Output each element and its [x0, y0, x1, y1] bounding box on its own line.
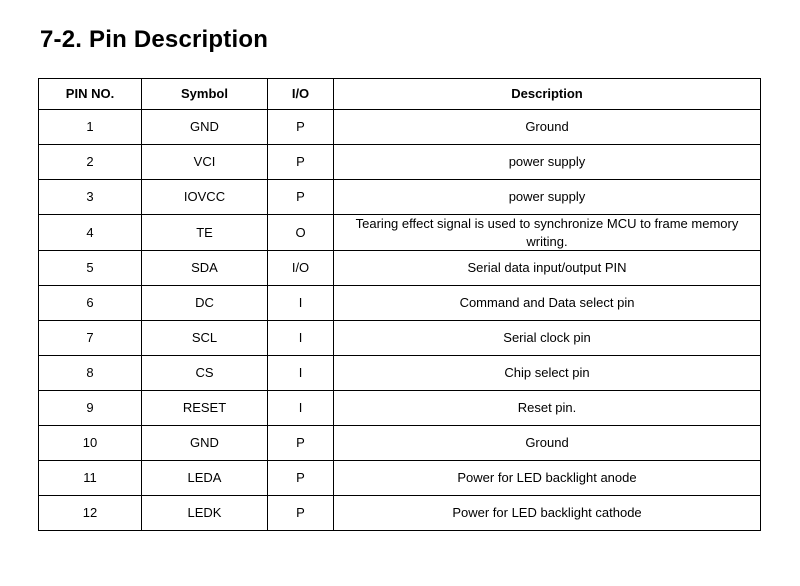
cell-description: power supply: [334, 180, 761, 215]
cell-pin-no: 8: [39, 356, 142, 391]
cell-symbol: GND: [142, 426, 268, 461]
cell-description: Power for LED backlight anode: [334, 461, 761, 496]
cell-io: I: [268, 356, 334, 391]
cell-io: I: [268, 321, 334, 356]
cell-pin-no: 5: [39, 251, 142, 286]
cell-pin-no: 9: [39, 391, 142, 426]
cell-pin-no: 2: [39, 145, 142, 180]
page-title: 7-2. Pin Description: [40, 26, 269, 53]
column-header-pin-no: PIN NO.: [39, 79, 142, 110]
cell-symbol: TE: [142, 215, 268, 251]
cell-pin-no: 1: [39, 110, 142, 145]
cell-description: Power for LED backlight cathode: [334, 496, 761, 531]
cell-description: Ground: [334, 426, 761, 461]
table-header-row: [39, 79, 761, 110]
table-row: [39, 391, 761, 426]
cell-pin-no: 10: [39, 426, 142, 461]
table-row: [39, 145, 761, 180]
cell-description: Serial data input/output PIN: [334, 251, 761, 286]
cell-symbol: SDA: [142, 251, 268, 286]
cell-description: Serial clock pin: [334, 321, 761, 356]
table-row: [39, 180, 761, 215]
pin-description-table: [38, 78, 761, 531]
cell-symbol: IOVCC: [142, 180, 268, 215]
cell-symbol: LEDK: [142, 496, 268, 531]
cell-pin-no: 12: [39, 496, 142, 531]
cell-symbol: VCI: [142, 145, 268, 180]
table-row: [39, 496, 761, 531]
table-row: [39, 356, 761, 391]
cell-description: Tearing effect signal is used to synchronize MCU to frame memory writing.: [334, 215, 761, 251]
table-row: [39, 251, 761, 286]
cell-symbol: SCL: [142, 321, 268, 356]
cell-description: Reset pin.: [334, 391, 761, 426]
cell-symbol: RESET: [142, 391, 268, 426]
cell-description: Chip select pin: [334, 356, 761, 391]
table-row: [39, 321, 761, 356]
cell-symbol: GND: [142, 110, 268, 145]
table-row: [39, 215, 761, 251]
cell-pin-no: 6: [39, 286, 142, 321]
column-header-io: I/O: [268, 79, 334, 110]
cell-io: P: [268, 461, 334, 496]
cell-description: Ground: [334, 110, 761, 145]
cell-description: Command and Data select pin: [334, 286, 761, 321]
table-row: [39, 286, 761, 321]
cell-io: P: [268, 110, 334, 145]
cell-symbol: LEDA: [142, 461, 268, 496]
cell-pin-no: 11: [39, 461, 142, 496]
cell-io: P: [268, 496, 334, 531]
cell-io: I: [268, 391, 334, 426]
table-row: [39, 461, 761, 496]
cell-pin-no: 3: [39, 180, 142, 215]
cell-symbol: DC: [142, 286, 268, 321]
cell-pin-no: 4: [39, 215, 142, 251]
table-row: [39, 110, 761, 145]
cell-description: power supply: [334, 145, 761, 180]
cell-io: I: [268, 286, 334, 321]
table-row: [39, 426, 761, 461]
column-header-description: Description: [334, 79, 761, 110]
column-header-symbol: Symbol: [142, 79, 268, 110]
cell-symbol: CS: [142, 356, 268, 391]
cell-io: P: [268, 426, 334, 461]
cell-pin-no: 7: [39, 321, 142, 356]
cell-io: P: [268, 145, 334, 180]
cell-io: O: [268, 215, 334, 251]
cell-io: I/O: [268, 251, 334, 286]
cell-io: P: [268, 180, 334, 215]
